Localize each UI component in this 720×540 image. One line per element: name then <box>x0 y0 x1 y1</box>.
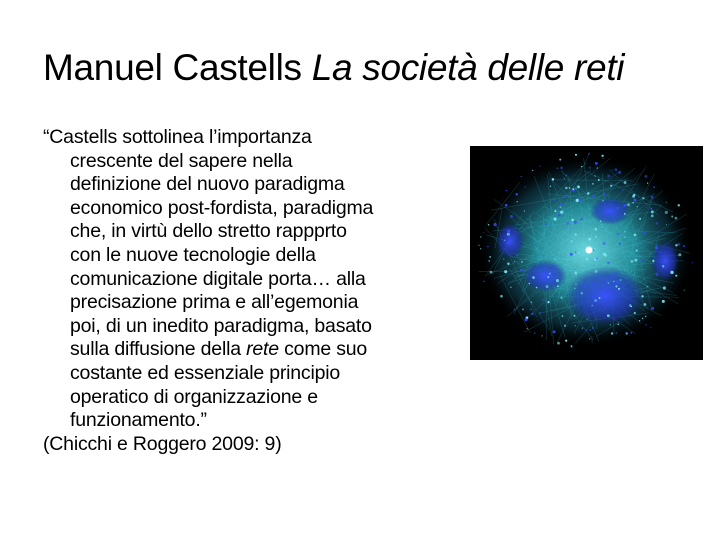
quote-line: comunicazione digitale porta… alla <box>70 267 366 290</box>
title-author: Manuel Castells <box>43 47 312 88</box>
quote-line: economico post-fordista, paradigma <box>70 196 374 219</box>
quote-line: costante ed essenziale principio <box>70 361 341 384</box>
quote-text: sulla diffusione della <box>70 338 247 361</box>
quote-line: operatico di organizzazione e <box>70 385 318 408</box>
citation: (Chicchi e Roggero 2009: 9) <box>43 432 282 455</box>
quote-emphasis: rete <box>246 338 279 361</box>
quote-line: precisazione prima e all’egemonia <box>70 291 359 314</box>
slide-title <box>43 38 703 98</box>
quote-line: che, in virtù dello stretto rappprto <box>70 220 347 243</box>
quote-line: definizione del nuovo paradigma <box>70 173 345 196</box>
network-graph-svg <box>470 146 703 360</box>
quote-body <box>43 126 448 456</box>
central-node <box>586 247 593 254</box>
quote-line: poi, di un inedito paradigma, basato <box>70 314 372 337</box>
title-book: La società delle reti <box>311 47 625 88</box>
quote-line <box>43 338 448 362</box>
quote-line: crescente del sapere nella <box>70 149 293 172</box>
quote-line: funzionamento.” <box>70 409 207 432</box>
quote-line: con le nuove tecnologie della <box>70 243 316 266</box>
network-graph-image <box>470 146 703 360</box>
quote-line: “Castells sottolinea l’importanza <box>43 126 312 148</box>
quote-text: come suo <box>278 338 368 361</box>
